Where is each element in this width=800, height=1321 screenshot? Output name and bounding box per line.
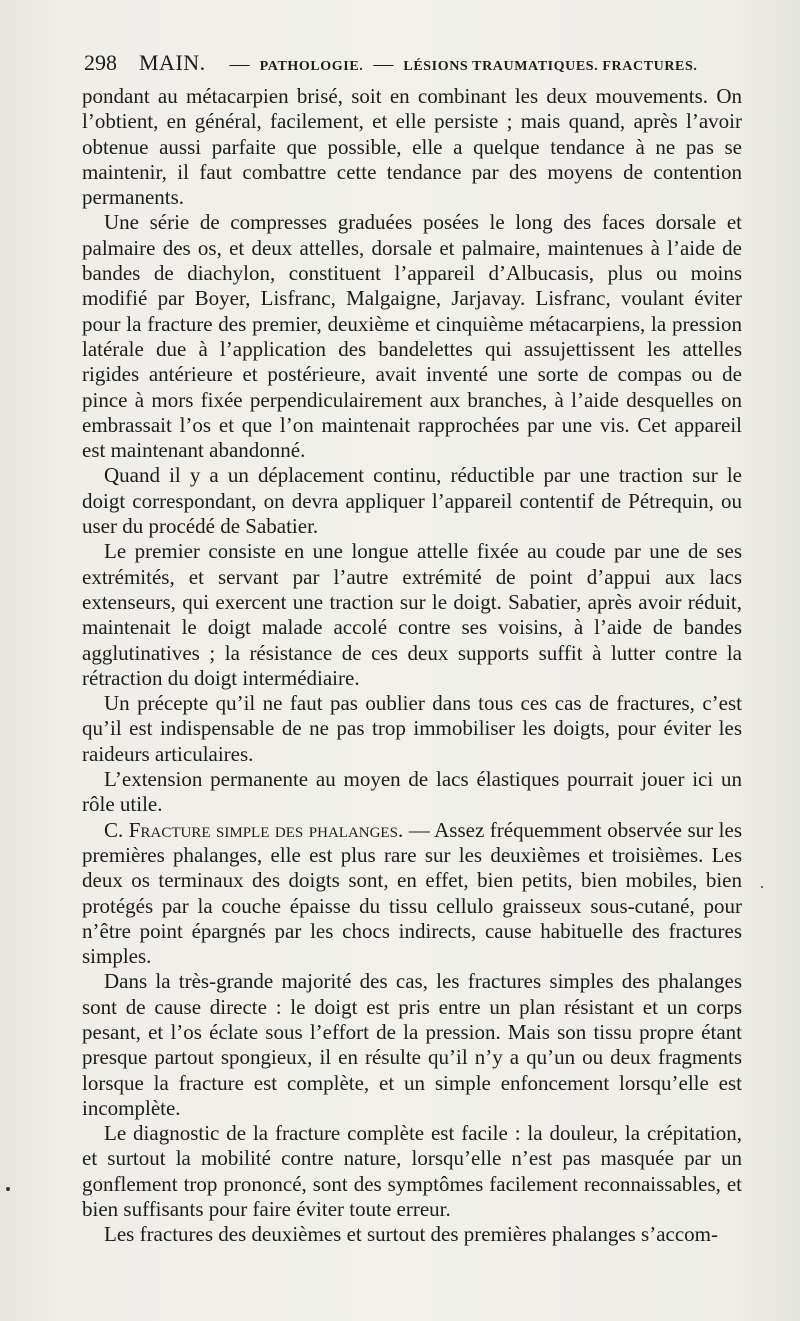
print-speck (761, 886, 763, 888)
section-letter: C. (104, 817, 129, 842)
paragraph-fracture-phalanges (82, 818, 742, 970)
page-number: 298 (84, 50, 117, 75)
section-title: MAIN. (139, 50, 206, 75)
paragraph: Le premier consiste en une longue attelle fixée au coude par une de ses extrémités, et servant par l’autre extrémité de point d’appui aux lacs extenseurs, qui exercent une traction sur le doigt. Sabatier, après avoir réduit, maintenait le doigt malade accolé contre ses voisins, à l’aide de bandes agglutinatives ; la résistance de ces deux supports suffit à lutter contre la rétraction du doigt intermédiaire. (82, 539, 742, 690)
page-body (82, 84, 742, 1248)
header-dash: — (373, 53, 394, 75)
paragraph: Le diagnostic de la fracture complète est facile : la douleur, la crépitation, et surtout la mobilité contre nature, lorsqu’elle n’est pas masquée par un gonflement trop prononcé, sont des symptômes facilement reconnaissables, et bien suffisants pour faire éviter toute erreur. (82, 1121, 742, 1222)
chapter-title: PATHOLOGIE. (259, 59, 364, 74)
paragraph: Une série de compresses graduées posées le long des faces dorsale et palmaire des os, et deux attelles, dorsale et palmaire, maintenues à l’aide de bandes de diachylon, constituent l’appareil d’Albucasis, plus ou moins modifié par Boyer, Lisfranc, Malgaigne, Jarjavay. Lisfranc, voulant éviter pour la fracture des premier, deuxième et cinquième métacarpiens, la pression latérale due à l’application des bandelettes qui assujettissent les attelles rigides antérieure et postérieure, avait inventé une sorte de compas ou de pince à mors fixée perpendiculairement aux branches, à l’aide desquelles on embrassait l’os et que l’on maintenait rapprochées par une vis. Cet appareil est maintenant abandonné. (82, 210, 742, 463)
header-dash: — (229, 53, 250, 75)
paragraph: Quand il y a un déplacement continu, réductible par une traction sur le doigt correspondant, on devra appliquer l’appareil contentif de Pétrequin, ou user du procédé de Sabatier. (82, 463, 742, 539)
paragraph: Les fractures des deuxièmes et surtout des premières phalanges s’accom- (104, 1222, 719, 1247)
print-speck (6, 1187, 10, 1191)
running-header (84, 50, 744, 80)
section-heading: Fracture simple des phalanges. (128, 817, 404, 842)
paragraph: pondant au métacarpien brisé, soit en combinant les deux mouvements. On l’obtient, en général, facilement, et elle persiste ; mais quand, après l’avoir obtenue aussi parfaite que possible, elle a quelque tendance à ne pas se maintenir, il faut combattre cette tendance par des moyens de contention permanents. (82, 84, 742, 210)
subject-title: LÉSIONS TRAUMATIQUES. FRACTURES. (403, 59, 698, 74)
paragraph: L’extension permanente au moyen de lacs élastiques pourrait jouer ici un rôle utile. (82, 767, 742, 817)
paragraph: Dans la très-grande majorité des cas, les fractures simples des phalanges sont de cause directe : le doigt est pris entre un plan résistant et un corps pesant, et l’os éclate sous l’effort de la pression. Mais son tissu propre étant presque partout spongieux, il en résulte qu’il n’y a qu’un ou deux fragments lorsque la fracture est complète, et un simple enfoncement lorsqu’elle est incomplète. (82, 969, 742, 1120)
paragraph-text: — Assez fréquemment observée sur les premières phalanges, elle est plus rare sur les deuxièmes et troisièmes. Les deux os terminaux des doigts sont, en effet, bien petits, bien mobiles, bien protégés par la couche épaisse du tissu cellulo graisseux sous-cutané, pour n’être point épargnés par les chocs indirects, cause habituelle des fractures simples. (82, 817, 742, 969)
paragraph: Un précepte qu’il ne faut pas oublier dans tous ces cas de fractures, c’est qu’il est indispensable de ne pas trop immobiliser les doigts, pour éviter les raideurs articulaires. (82, 691, 742, 766)
